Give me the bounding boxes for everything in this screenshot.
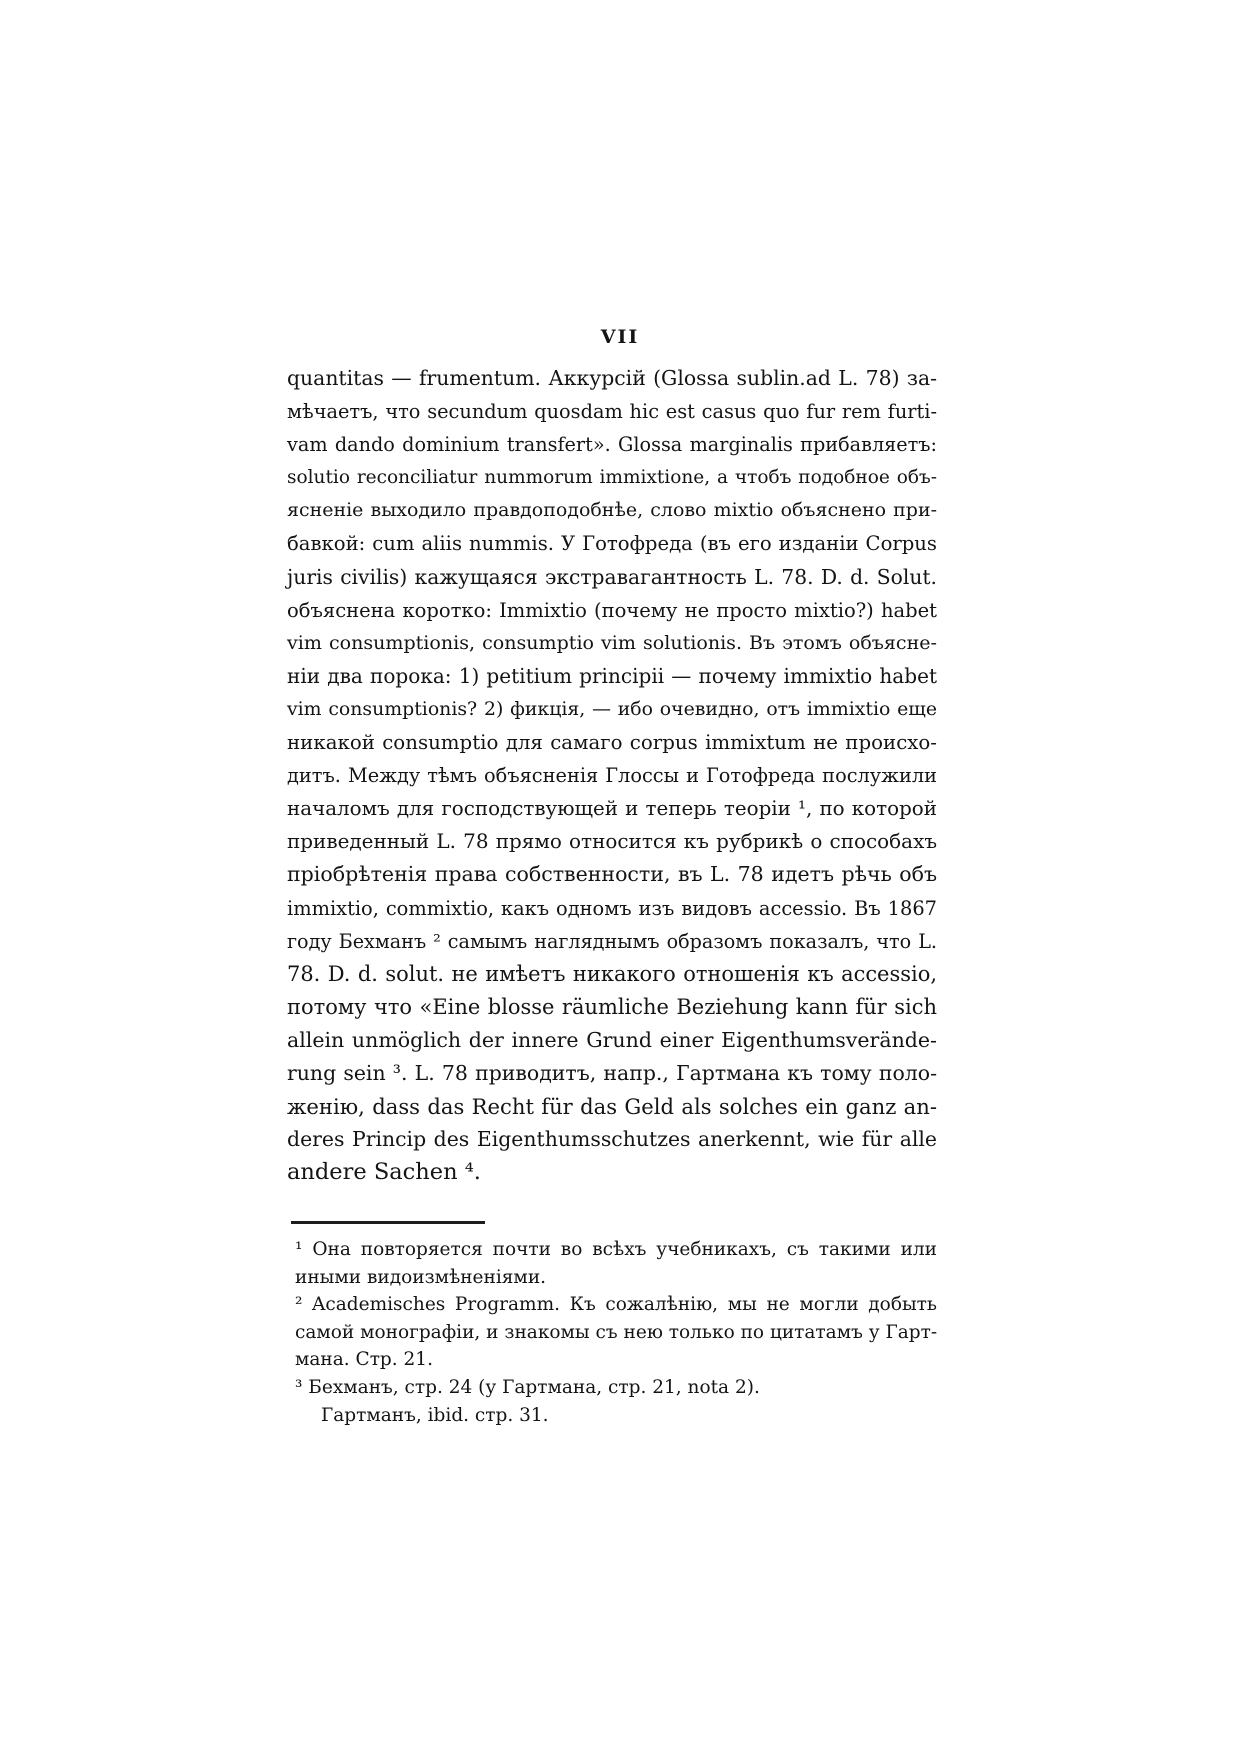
text-line: началомъ для господствующей и теперь теоріи ¹, по которой [287,797,937,821]
text-line: дитъ. Между тѣмъ объясненія Глоссы и Готофреда послужили [287,764,937,788]
text-line: пріобрѣтенія права собственности, въ L. 78 идетъ рѣчь объ [287,862,937,887]
text-line: 78. D. d. solut. не имѣетъ никакого отношенія къ accessio, [287,961,937,986]
text-line: solutio reconciliatur nummorum immixtione, а чтобъ подобное объ- [287,467,937,489]
text-line: приведенный L. 78 прямо относится къ рубрикѣ о способахъ [287,829,937,854]
text-line: ясненіе выходило правдоподобнѣе, слово mixtio объяснено при- [287,499,937,522]
text-line: deres Princip des Eigenthumsschutzes anerkennt, wie für alle [287,1127,937,1152]
text-line: rung sein ³. L. 78 приводитъ, напр., Гартмана къ тому поло- [287,1060,937,1085]
footnote-line: Гартманъ, ibid. стр. 31. [321,1404,549,1426]
text-line: году Бехманъ ² самымъ нагляднымъ образомъ показалъ, что L. [287,929,937,953]
text-line: immixtio, commixtio, какъ одномъ изъ видовъ accessio. Въ 1867 [287,896,937,920]
footnote-1 [295,1236,937,1291]
page-number: VII [600,326,640,348]
text-line: vam dando dominium transfert». Glossa marginalis прибавляетъ: [287,433,937,457]
text-line: vim consumptionis, consumptio vim solutionis. Въ этомъ объясне- [287,631,937,654]
text-line: объяснена коротко: Immixtio (почему не просто mixtio?) habet [287,598,937,622]
main-paragraph [287,362,937,1189]
footnote-divider [291,1221,485,1224]
text-line: потому что «Eine blosse räumliche Beziehung kann für sich [287,994,937,1019]
text-line: ніи два порока: 1) petitium principii — почему immixtio habet [287,663,937,688]
text-line: vim consumptionis? 2) фикція, — ибо очевидно, отъ immixtio еще [287,697,937,720]
text-line: мѣчаетъ, что secundum quosdam hic est casus quo fur rem furti- [287,400,937,424]
text-line: никакой consumptio для самаго corpus immixtum не происхо- [287,731,937,755]
footnote-line: иными видоизмѣненіями. [295,1266,547,1288]
text-line: бавкой: cum aliis nummis. У Готофреда (въ его изданіи Corpus [287,532,937,556]
footnote-line: ² Academisches Programm. Къ сожалѣнію, мы не могли добыть [295,1294,937,1316]
footnote-line: ³ Бехманъ, стр. 24 (у Гартмана, стр. 21, nota 2). [295,1376,760,1398]
footnote-line: мана. Стр. 21. [295,1349,433,1371]
text-line: женію, dass das Recht für das Geld als solches ein ganz an- [287,1094,937,1120]
text-line: allein unmöglich der innere Grund einer Eigenthumsverände- [287,1027,937,1052]
text-line: andere Sachen ⁴. [287,1159,481,1186]
footnote-line: самой монографіи, и знакомы съ нею только по цитатамъ у Гарт- [295,1321,938,1343]
text-line: quantitas — frumentum. Аккурсій (Glossa sublin.ad L. 78) за- [287,366,937,390]
footnote-2 [295,1291,937,1374]
footnote-line: ¹ Она повторяется почти во всѣхъ учебникахъ, съ такими или [295,1239,937,1260]
text-line: juris civilis) кажущаяся экстравагантность L. 78. D. d. Solut. [287,564,937,589]
footnotes [295,1236,937,1429]
footnote-3 [295,1374,937,1429]
